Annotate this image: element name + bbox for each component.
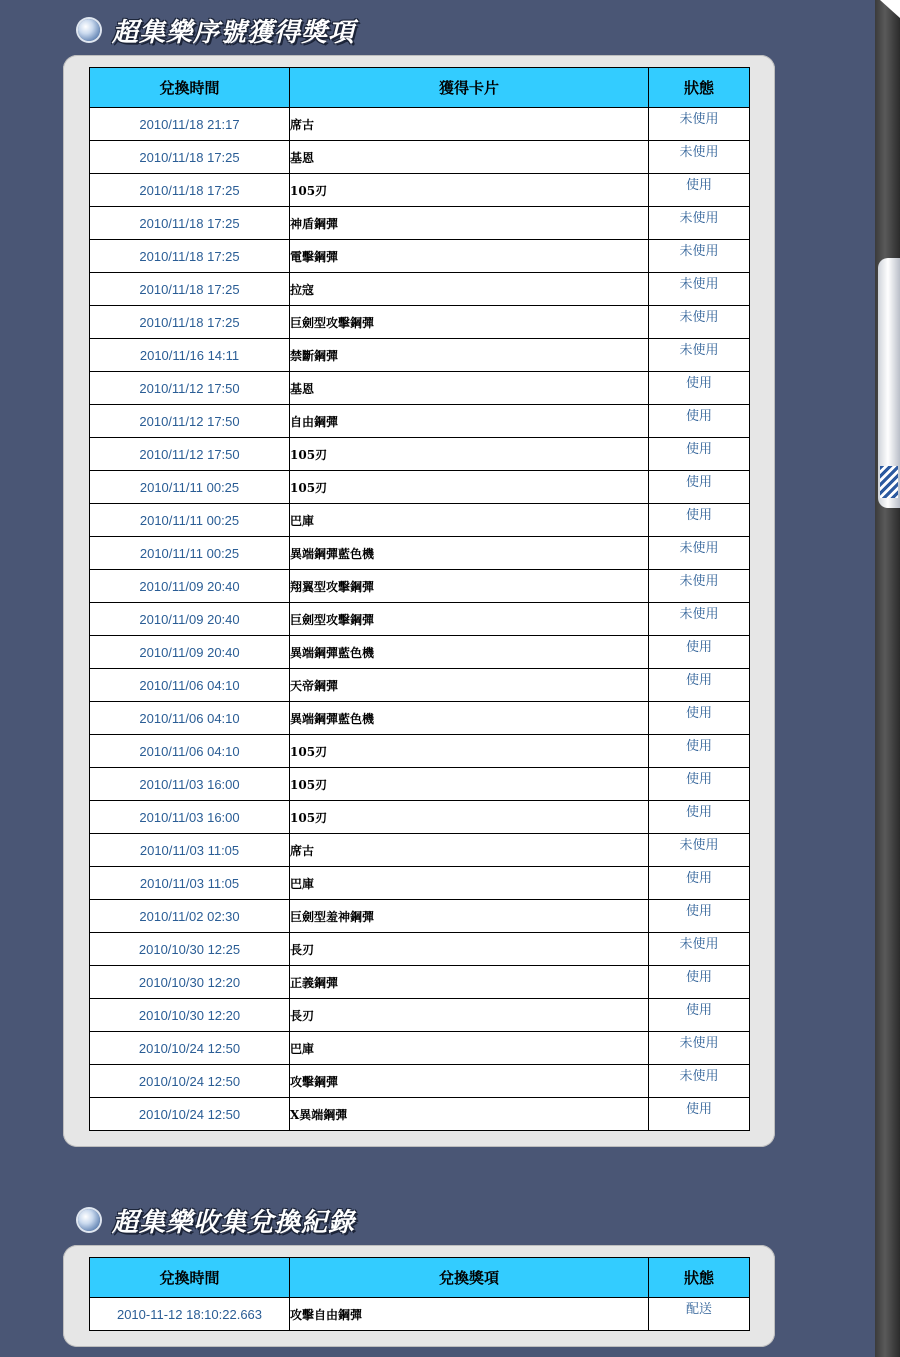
table-row [90,669,750,702]
table-row [90,768,750,801]
row-card: 基恩 [290,141,649,174]
table-row [90,405,750,438]
prize-table [89,67,750,1131]
table-row [90,1098,750,1131]
row-time: 2010/10/24 12:50 [90,1098,290,1131]
row-time: 2010/11/06 04:10 [90,735,290,768]
row-time: 2010/11/09 20:40 [90,570,290,603]
row-status: 未使用 [649,339,750,372]
row-time: 2010/11/16 14:11 [90,339,290,372]
row-time: 2010/11/06 04:10 [90,669,290,702]
table-row [90,273,750,306]
row-card: 自由鋼彈 [290,405,649,438]
row-card: 電擊鋼彈 [290,240,649,273]
exchange-table-header [90,1258,750,1298]
row-time: 2010/11/18 17:25 [90,306,290,339]
table-row [90,702,750,735]
row-status: 使用 [649,372,750,405]
row-status: 使用 [649,735,750,768]
table-row [90,834,750,867]
row-status: 使用 [649,999,750,1032]
header-status: 狀態 [649,68,750,108]
row-status: 使用 [649,900,750,933]
row-time: 2010/11/12 17:50 [90,405,290,438]
row-status: 配送 [649,1298,750,1331]
row-status: 使用 [649,669,750,702]
row-status: 未使用 [649,108,750,141]
row-card: X異端鋼彈 [290,1098,649,1131]
prize-table-header [90,68,750,108]
row-status: 未使用 [649,207,750,240]
table-row [90,900,750,933]
row-time: 2010/11/18 17:25 [90,174,290,207]
row-status: 使用 [649,768,750,801]
table-row [90,207,750,240]
row-status: 使用 [649,636,750,669]
table-row [90,306,750,339]
row-time: 2010/10/24 12:50 [90,1032,290,1065]
row-time: 2010/11/03 16:00 [90,801,290,834]
row-time: 2010/10/30 12:20 [90,966,290,999]
table-row [90,801,750,834]
row-status: 未使用 [649,141,750,174]
row-time: 2010/10/30 12:20 [90,999,290,1032]
row-time: 2010/11/18 17:25 [90,207,290,240]
row-status: 使用 [649,801,750,834]
table-row [90,1298,750,1331]
row-card: 巨劍型攻擊鋼彈 [290,603,649,636]
row-time: 2010-11-12 18:10:22.663 [90,1298,290,1331]
section1-title: 超集樂序號獲得獎項 [112,17,356,48]
table-row [90,636,750,669]
row-time: 2010/11/03 11:05 [90,867,290,900]
row-card: 拉寇 [290,273,649,306]
row-status: 未使用 [649,1065,750,1098]
table-row [90,1065,750,1098]
section-bullet-icon [78,19,100,41]
row-time: 2010/11/12 17:50 [90,372,290,405]
header-exchange-time: 兌換時間 [90,1258,290,1298]
row-time: 2010/10/24 12:50 [90,1065,290,1098]
row-card: 攻擊鋼彈 [290,1065,649,1098]
table-row [90,735,750,768]
row-card: 105刃 [290,768,649,801]
row-status: 使用 [649,702,750,735]
table-row [90,372,750,405]
header-exchange-prize: 兌換獎項 [290,1258,649,1298]
table-row [90,933,750,966]
row-status: 使用 [649,438,750,471]
table-row [90,1032,750,1065]
row-card: 異端鋼彈藍色機 [290,537,649,570]
table-row [90,999,750,1032]
row-card: 長刃 [290,999,649,1032]
scrollbar-grip-icon[interactable] [880,466,898,498]
row-card: 神盾鋼彈 [290,207,649,240]
section1-heading [78,13,355,47]
row-card: 基恩 [290,372,649,405]
row-card: 105刃 [290,735,649,768]
row-status: 使用 [649,174,750,207]
table-row [90,603,750,636]
row-card: 翔翼型攻擊鋼彈 [290,570,649,603]
row-time: 2010/11/12 17:50 [90,438,290,471]
row-time: 2010/11/18 17:25 [90,240,290,273]
scrollbar-track[interactable] [875,0,900,1357]
row-time: 2010/11/11 00:25 [90,471,290,504]
row-card: 105刃 [290,471,649,504]
row-card: 席古 [290,108,649,141]
row-status: 使用 [649,504,750,537]
table-row [90,339,750,372]
row-time: 2010/11/18 17:25 [90,273,290,306]
row-card: 異端鋼彈藍色機 [290,636,649,669]
row-time: 2010/10/30 12:25 [90,933,290,966]
row-status: 使用 [649,966,750,999]
row-card: 105刃 [290,801,649,834]
table-row [90,570,750,603]
row-status: 未使用 [649,273,750,306]
row-status: 未使用 [649,603,750,636]
row-card: 巨劍型攻擊鋼彈 [290,306,649,339]
row-card: 105刃 [290,438,649,471]
row-status: 未使用 [649,933,750,966]
row-card: 禁斷鋼彈 [290,339,649,372]
table-row [90,867,750,900]
row-time: 2010/11/09 20:40 [90,603,290,636]
section2-heading [78,1203,355,1237]
row-time: 2010/11/06 04:10 [90,702,290,735]
table-row [90,438,750,471]
row-card: 巴庫 [290,504,649,537]
section1-panel [63,55,775,1147]
row-card: 巴庫 [290,1032,649,1065]
table-row [90,504,750,537]
row-time: 2010/11/11 00:25 [90,537,290,570]
row-time: 2010/11/18 17:25 [90,141,290,174]
row-time: 2010/11/11 00:25 [90,504,290,537]
header-exchange-time: 兌換時間 [90,68,290,108]
table-row [90,537,750,570]
row-status: 未使用 [649,537,750,570]
row-time: 2010/11/03 11:05 [90,834,290,867]
section2-title: 超集樂收集兌換紀錄 [112,1207,356,1238]
row-card: 席古 [290,834,649,867]
row-time: 2010/11/09 20:40 [90,636,290,669]
row-card: 長刃 [290,933,649,966]
row-card: 105刃 [290,174,649,207]
exchange-record-table [89,1257,750,1331]
table-row [90,966,750,999]
row-time: 2010/11/03 16:00 [90,768,290,801]
row-card: 巨劍型羞神鋼彈 [290,900,649,933]
row-status: 未使用 [649,240,750,273]
table-row [90,240,750,273]
table-row [90,471,750,504]
row-card: 正義鋼彈 [290,966,649,999]
row-status: 未使用 [649,570,750,603]
section-bullet-icon [78,1209,100,1231]
header-card: 獲得卡片 [290,68,649,108]
header-status: 狀態 [649,1258,750,1298]
row-card: 巴庫 [290,867,649,900]
row-status: 未使用 [649,306,750,339]
table-row [90,108,750,141]
table-row [90,174,750,207]
table-row [90,141,750,174]
row-card: 天帝鋼彈 [290,669,649,702]
section2-panel [63,1245,775,1347]
row-status: 使用 [649,867,750,900]
row-card: 異端鋼彈藍色機 [290,702,649,735]
row-status: 使用 [649,1098,750,1131]
row-time: 2010/11/02 02:30 [90,900,290,933]
row-status: 使用 [649,405,750,438]
row-card: 攻擊自由鋼彈 [290,1298,649,1331]
row-time: 2010/11/18 21:17 [90,108,290,141]
row-status: 使用 [649,471,750,504]
row-status: 未使用 [649,1032,750,1065]
row-status: 未使用 [649,834,750,867]
